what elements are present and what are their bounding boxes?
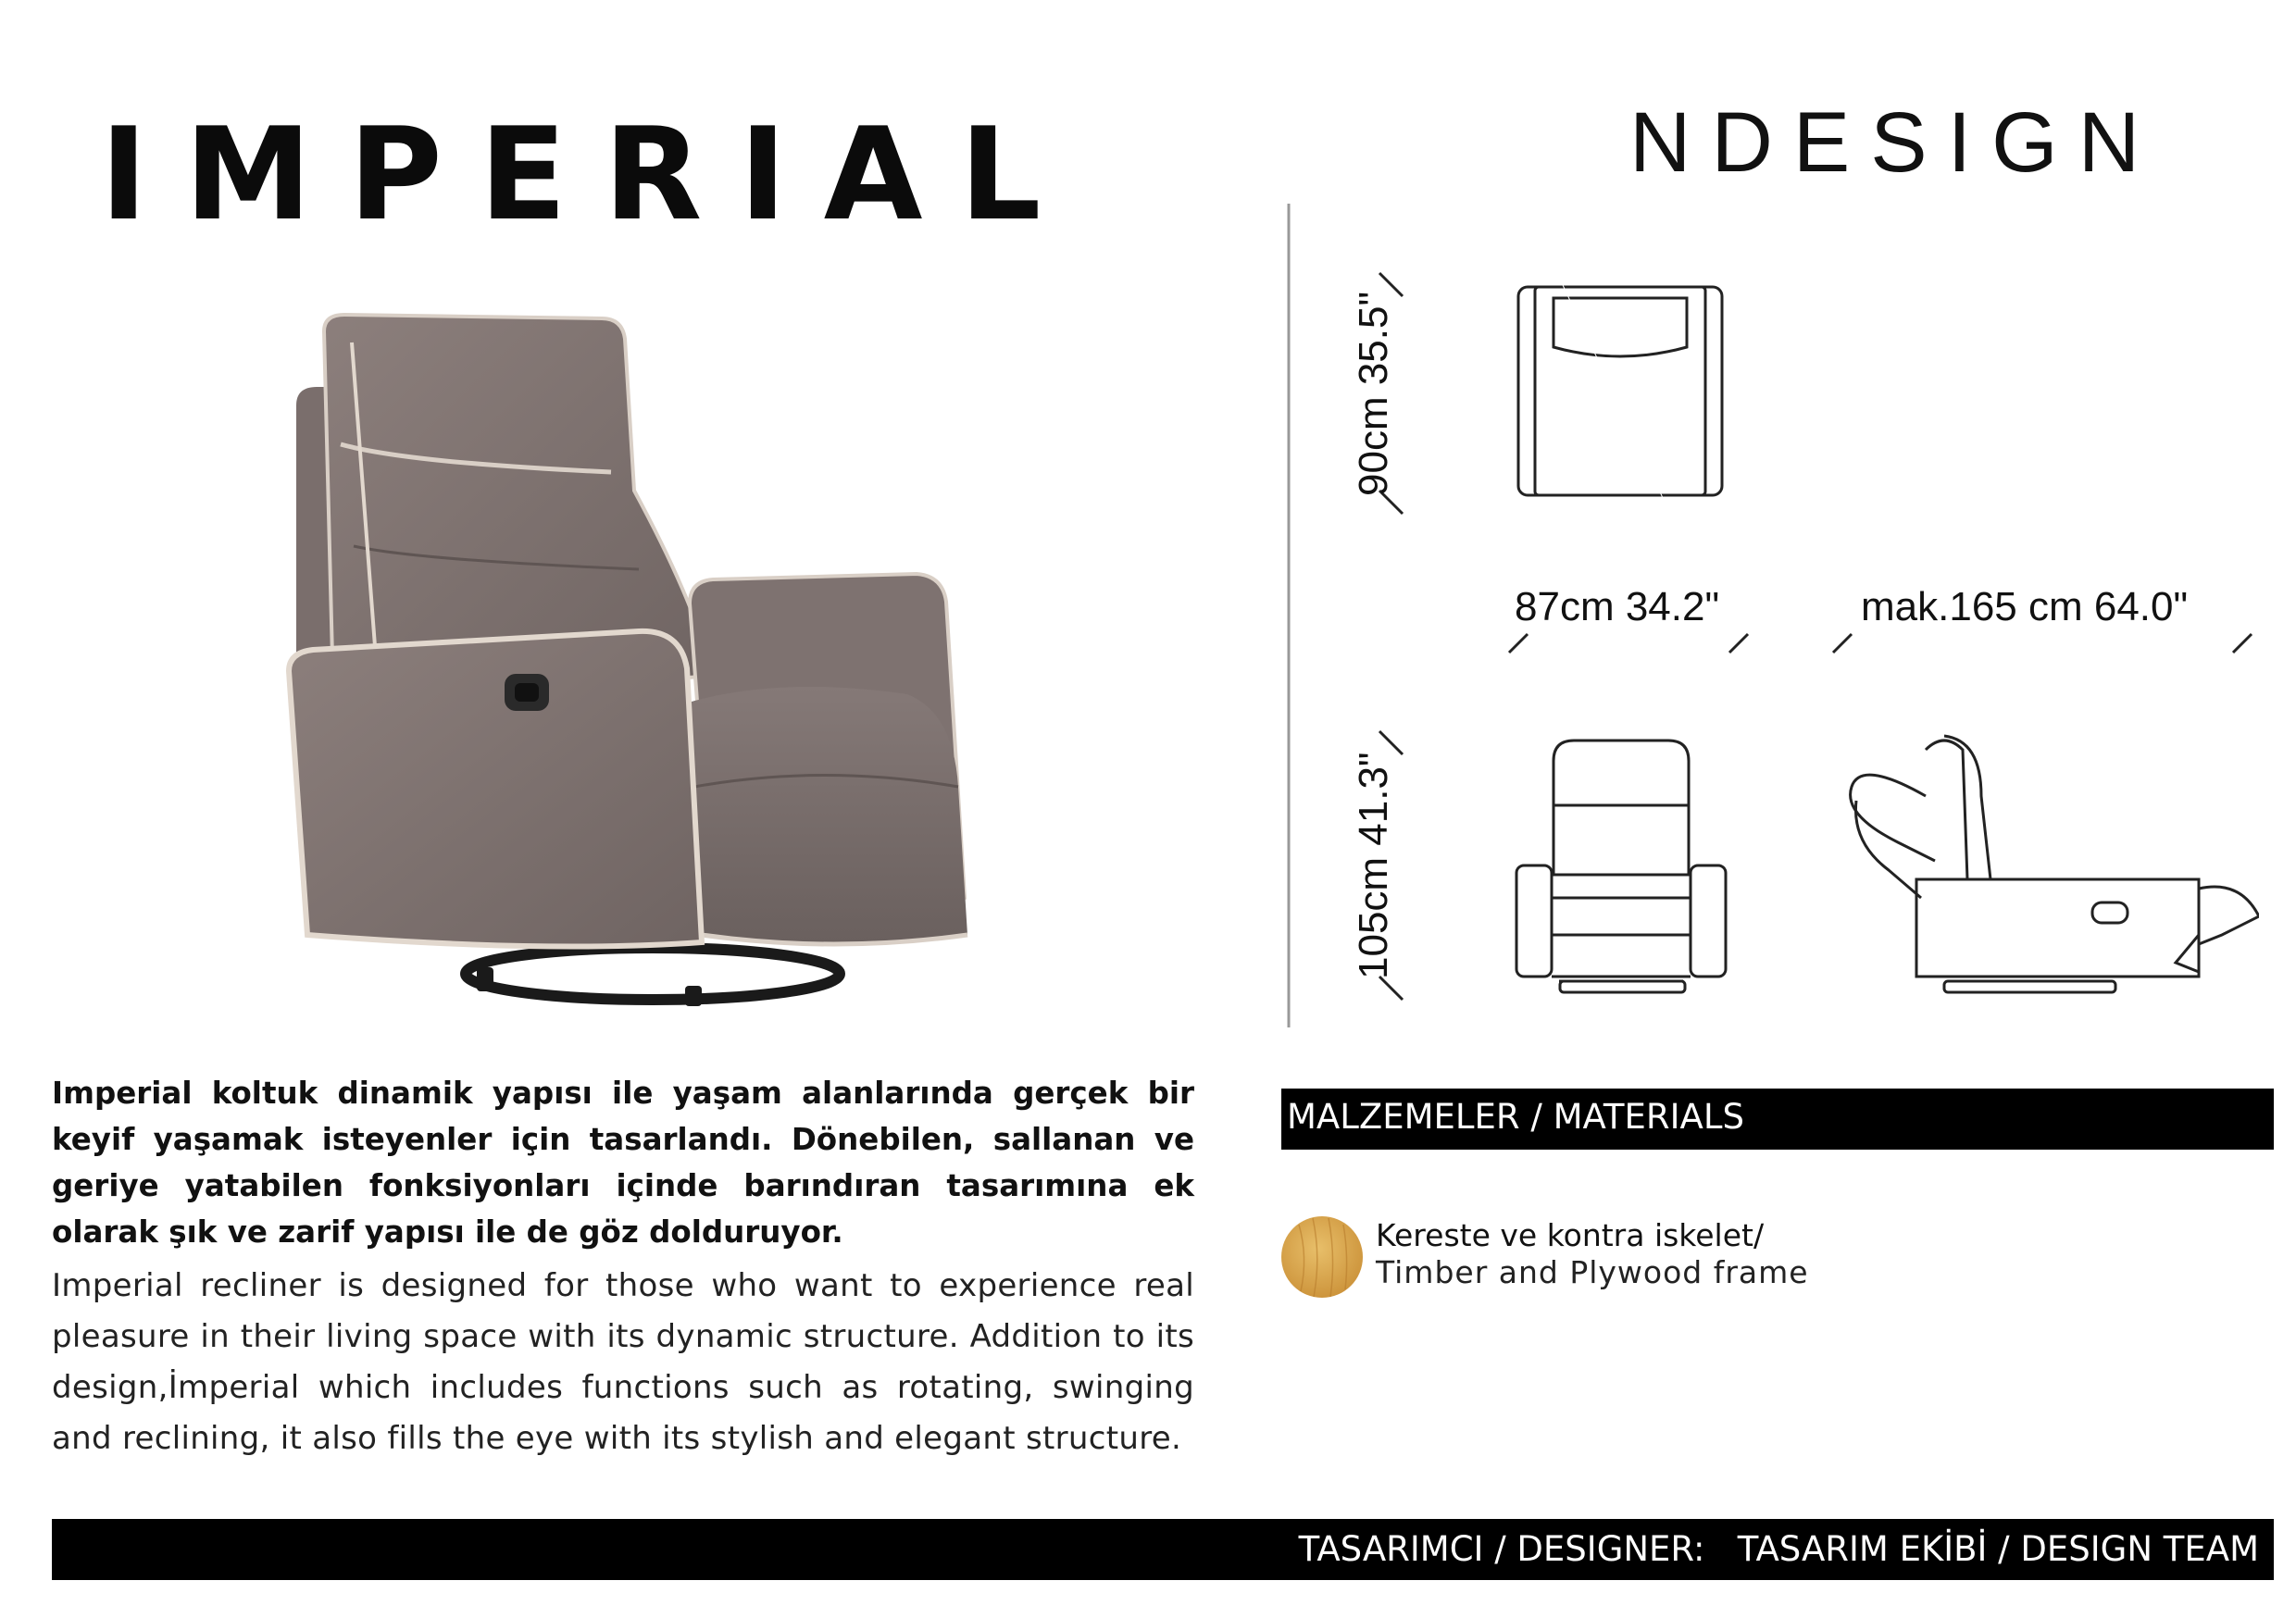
dim-height-side: 105cm 41.3" — [1351, 752, 1396, 979]
front-view-drawing — [1516, 741, 1726, 992]
left-arm — [289, 631, 702, 947]
dim-tick — [2233, 634, 2252, 653]
dim-line — [1520, 194, 1721, 622]
material-turkish: Kereste ve kontra iskelet/ — [1376, 1217, 1765, 1253]
side-view-drawing — [1851, 736, 2259, 992]
product-title: IMPERIAL — [100, 100, 1079, 249]
dim-tick — [1729, 634, 1748, 653]
swivel-base — [466, 948, 840, 1000]
materials-heading: MALZEMELER / MATERIALS — [1287, 1097, 1744, 1137]
top-view-drawing — [1518, 287, 1722, 495]
dim-tick — [1833, 634, 1852, 653]
seat-cushion — [685, 687, 967, 944]
dim-height-top: 90cm 35.5" — [1351, 291, 1396, 496]
wood-swatch-icon — [1280, 1215, 1364, 1299]
designer-text: TASARIMCI / DESIGNER: TASARIM EKİBİ / DESIGN TEAM — [1298, 1529, 2259, 1569]
dim-width: 87cm 34.2" — [1515, 584, 1720, 629]
designer-bar — [52, 1519, 2274, 1580]
dim-tick — [1379, 731, 1403, 754]
dim-tick — [1509, 634, 1528, 653]
materials-heading-bar — [1281, 1089, 2274, 1150]
brand-logo: NDESIGN — [1629, 95, 2161, 190]
product-photo — [268, 305, 1028, 1027]
description — [52, 1070, 1194, 1464]
description-english: Imperial recliner is designed for those who want to experience real pleasure in their living space with its dynamic structure. Addition to its design,İmperial which includes functions such as rotating, swinging and reclining, it also fills the eye with its stylish and elegant structure. — [52, 1267, 1194, 1457]
dim-tick — [1379, 977, 1403, 1000]
description-turkish: Imperial koltuk dinamik yapısı ile yaşam alanlarında gerçek bir keyif yaşamak isteyenler için tasarlandı. Dönebilen, sallanan ve geriye yatabilen fonksiyonları içinde barındıran tasarımına ek olarak şık ve zarif yapısı ile de göz dolduruyor. — [52, 1076, 1194, 1250]
material-english: Timber and Plywood frame — [1376, 1254, 1809, 1290]
dim-length-max: mak.165 cm 64.0" — [1861, 584, 2189, 629]
